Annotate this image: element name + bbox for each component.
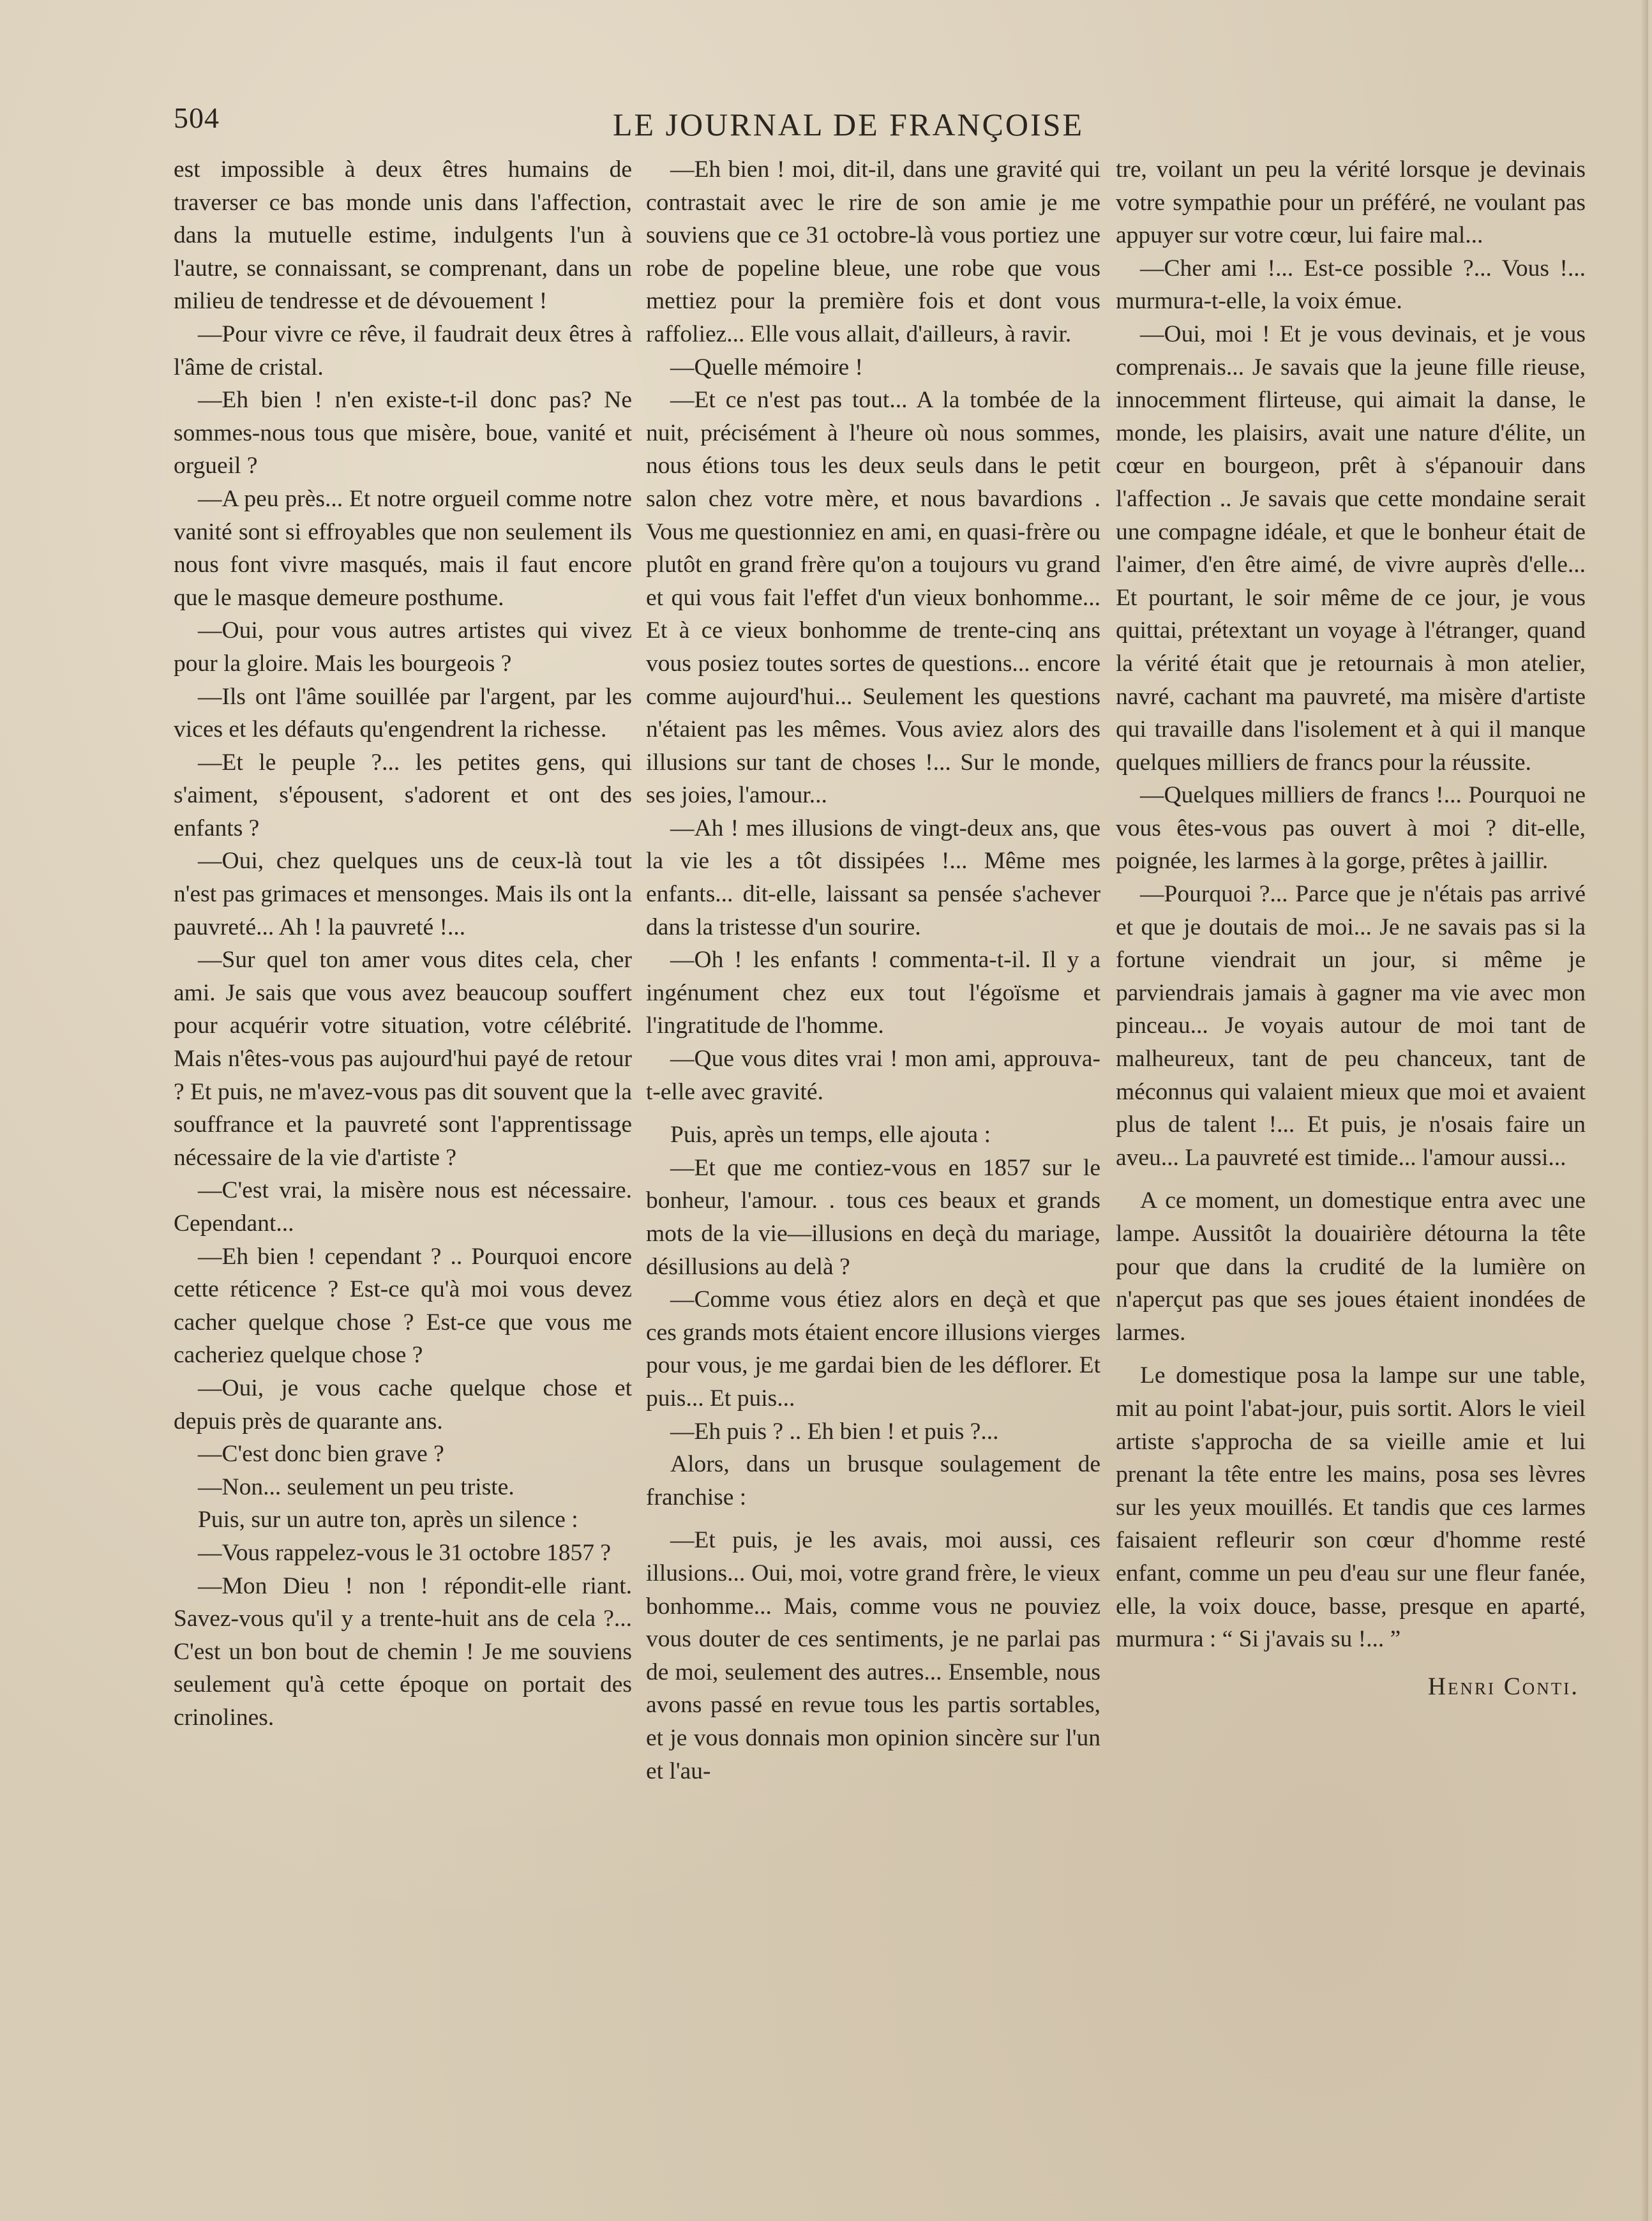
paragraph: Alors, dans un brusque soulagement de franchise : (646, 1451, 1100, 1510)
paragraph: —Sur quel ton amer vous dites cela, cher ami. Je sais que vous avez beaucoup souffert pour acquérir votre situation, votre célébrité. Mais n'êtes-vous pas aujourd'hui payé de retour ? Et puis, ne m'avez-vous pas dit souvent que la souffrance et la pauvreté sont l'apprentissage nécessaire de la vie d'artiste ? (174, 947, 632, 1171)
paragraph: —Oh ! les enfants ! commenta-t-il. Il y a ingénument chez eux tout l'égoïsme et l'ingratitude de l'homme. (646, 947, 1100, 1039)
paragraph: —Que vous dites vrai ! mon ami, approuva-t-elle avec gravité. (646, 1046, 1100, 1105)
journal-title: LE JOURNAL DE FRANÇOISE (613, 107, 1084, 142)
paragraph: —Quelle mémoire ! (670, 354, 863, 380)
paragraph: —Pour vivre ce rêve, il faudrait deux êtres à l'âme de cristal. (174, 320, 632, 380)
paragraph: —Quelques milliers de francs !... Pourquoi ne vous êtes-vous pas ouvert à moi ? dit-elle, poignée, les larmes à la gorge, prêtes à jaillir. (1116, 782, 1586, 875)
paragraph: —Vous rappelez-vous le 31 octobre 1857 ? (198, 1539, 612, 1566)
paragraph: —Oui, moi ! Et je vous devinais, et je vous comprenais... Je savais que la jeune fille rieuse, innocemment flirteuse, qui aimait la danse, le monde, les plaisirs, avait une nature d'élite, un cœur en bourgeon, prêt à s'épanouir dans l'affection .. Je savais que cette mondaine serait une compagne idéale, et que le bonheur était de l'aimer, d'en être aimé, de vivre auprès d'elle... Et pourtant, le soir même de ce jour, je vous quittai, prétextant un voyage à l'étranger, quand la vérité était que je retournais à mon atelier, navré, cachant ma pauvreté, ma misère d'artiste qui travaille dans l'isolement et à qui il manque quelques milliers de francs pour la réussite. (1116, 320, 1586, 776)
page-edge-shadow (1641, 0, 1648, 2221)
paragraph: —A peu près... Et notre orgueil comme notre vanité sont si effroyables que non seulement ils nous font vivre masqués, mais il faut encore que le masque demeure posthume. (174, 485, 632, 611)
text-column-2 (646, 153, 1100, 1788)
paragraph: —Mon Dieu ! non ! répondit-elle riant. Savez-vous qu'il y a trente-huit ans de cela ?... C'est un bon bout de chemin ! Je me souviens seulement qu'à cette époque on portait des crinolines. (174, 1572, 632, 1731)
page-number: 504 (174, 102, 220, 134)
paragraph: —C'est vrai, la misère nous est nécessaire. Cependant... (174, 1177, 632, 1237)
paragraph: —Cher ami !... Est-ce possible ?... Vous !... murmura-t-elle, la voix émue. (1116, 255, 1586, 315)
paragraph: Le domestique posa la lampe sur une table, mit au point l'abat-jour, puis sortit. Alors le vieil artiste s'approcha de sa vieille amie et lui prenant la tête entre les mains, posa ses lèvres sur les yeux mouillés. Et tandis que ces larmes faisaient refleurir son cœur d'homme resté enfant, comme un peu d'eau sur une fleur fanée, elle, la voix douce, basse, presque en aparté, murmura : “ Si j'avais su !... ” (1116, 1362, 1586, 1653)
paragraph: A ce moment, un domestique entra avec une lampe. Aussitôt la douairière détourna la tête pour que dans la crudité de la lumière on n'aperçut pas que ses joues étaient inondées de larmes. (1116, 1187, 1586, 1346)
text-column-3 (1116, 153, 1586, 1703)
paragraph: —Oui, chez quelques uns de ceux-là tout n'est pas grimaces et mensonges. Mais ils ont la pauvreté... Ah ! la pauvreté !... (174, 848, 632, 940)
paragraph: est impossible à deux êtres humains de traverser ce bas monde unis dans l'affection, dans la mutuelle estime, indulgents l'un à l'autre, se connaissant, se comprenant, dans un milieu de tendresse et de dévouement ! (174, 156, 632, 315)
paragraph: tre, voilant un peu la vérité lorsque je devinais votre sympathie pour un préféré, ne voulant pas appuyer sur votre cœur, lui faire mal... (1116, 156, 1586, 249)
paragraph: —Non... seulement un peu triste. (198, 1473, 514, 1500)
paragraph: Puis, sur un autre ton, après un silence : (198, 1507, 578, 1533)
paragraph: —Et le peuple ?... les petites gens, qui s'aiment, s'épousent, s'adorent et ont des enfants ? (174, 749, 632, 841)
paragraph: —Pourquoi ?... Parce que je n'étais pas arrivé et que je doutais de moi... Je ne savais pas si la fortune viendrait un jour, si même je parviendrais jamais à gagner ma vie avec mon pinceau... Je voyais autour de moi tant de malheureux, tant de peu chanceux, tant de méconnus qui valaient mieux que moi et avaient plus de talent !... Et puis, je n'osais faire un aveu... La pauvreté est timide... l'amour aussi... (1116, 881, 1586, 1171)
paragraph: —Eh bien ! cependant ? .. Pourquoi encore cette réticence ? Est-ce qu'à moi vous devez cacher quelque chose ? Est-ce que vous me cacheriez quelque chose ? (174, 1243, 632, 1369)
paragraph: —Oui, je vous cache quelque chose et depuis près de quarante ans. (174, 1374, 632, 1434)
paragraph: Puis, après un temps, elle ajouta : (670, 1122, 991, 1148)
paragraph: —Et ce n'est pas tout... A la tombée de la nuit, précisément à l'heure où nous sommes, nous étions tous les deux seuls dans le petit salon chez votre mère, et nous bavardions . Vous me questionniez en ami, en quasi-frère ou plutôt en grand frère qu'on a toujours vu grand et qui vous fait l'effet d'un vieux bonhomme... Et à ce vieux bonhomme de trente-cinq ans vous posiez toutes sortes de questions... encore comme aujourd'hui... Seulement les questions n'étaient pas les mêmes. Vous aviez alors des illusions sur tant de choses !... Sur le monde, ses joies, l'amour... (646, 387, 1100, 809)
paragraph: —Comme vous étiez alors en deçà et que ces grands mots étaient encore illusions vierges pour vous, je me gardai bien de les déflorer. Et puis... Et puis... (646, 1286, 1100, 1412)
paragraph: —C'est donc bien grave ? (198, 1441, 444, 1468)
paragraph: —Et puis, je les avais, moi aussi, ces illusions... Oui, moi, votre grand frère, le vieux bonhomme... Mais, comme vous ne pouviez vous douter de ces sentiments, je ne parlai pas de moi, seulement des autres... Ensemble, nous avons passé en revue tous les partis sortables, et je vous donnais mon opinion sincère sur l'un et l'au- (646, 1527, 1100, 1784)
paragraph: —Ils ont l'âme souillée par l'argent, par les vices et les défauts qu'engendrent la richesse. (174, 683, 632, 743)
paragraph: —Eh bien ! moi, dit-il, dans une gravité qui contrastait avec le rire de son amie je me souviens que ce 31 octobre-là vous portiez une robe de popeline bleue, une robe que vous mettiez pour la première fois et dont vous raffoliez... Elle vous allait, d'ailleurs, à ravir. (646, 156, 1100, 347)
author-signature: Henri Conti. (1427, 1672, 1579, 1700)
paragraph: —Eh puis ? .. Eh bien ! et puis ?... (670, 1418, 999, 1445)
paragraph: —Ah ! mes illusions de vingt-deux ans, que la vie les a tôt dissipées !... Même mes enfants... dit-elle, laissant sa pensée s'achever dans la tristesse d'un sourire. (646, 815, 1100, 940)
paragraph: —Oui, pour vous autres artistes qui vivez pour la gloire. Mais les bourgeois ? (174, 617, 632, 677)
paragraph: —Eh bien ! n'en existe-t-il donc pas? Ne sommes-nous tous que misère, boue, vanité et orgueil ? (174, 387, 632, 479)
paragraph: —Et que me contiez-vous en 1857 sur le bonheur, l'amour. . tous ces beaux et grands mots de la vie—illusions en deçà du mariage, désillusions au delà ? (646, 1154, 1100, 1280)
text-column-1 (174, 153, 632, 1735)
